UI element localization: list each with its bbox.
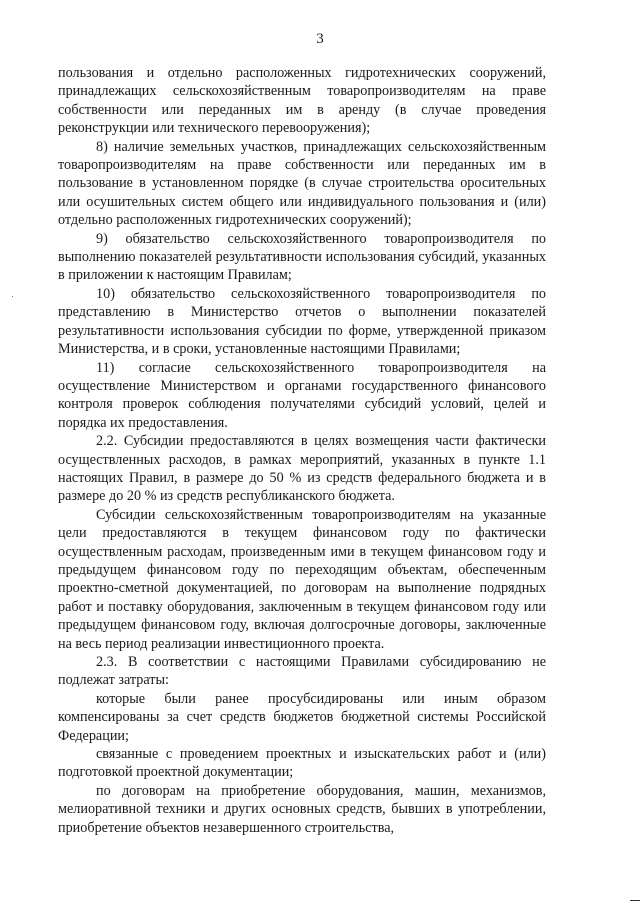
paragraph-item-9: 9) обязательство сельскохозяйственного товаропроизводителя по выполнению показателей результативности использования субсидий, указанных в приложении к настоящим Правилам;: [58, 230, 546, 284]
paragraph-item-10: 10) обязательство сельскохозяйственного товаропроизводителя по представлению в Министерство отчетов о выполнении показателей результативности использования субсидии по форме, утвержденной приказом Министерства, и в сроки, установленные настоящими Правилами;: [58, 285, 546, 358]
paragraph-subsidies-terms: Субсидии сельскохозяйственным товаропроизводителям на указанные цели предоставляются в текущем финансовом году по фактически осуществленным расходам, произведенным ими в текущем финансовом году и предыдущем финансовом году по переходящим объектам, обеспеченным проектно-сметной документацией, по договорам на выполнение подрядных работ и поставку оборудования, заключенным в текущем финансовом году или предыдущем финансовом году, включая долгосрочные договоры, заключенные на весь период реализации инвестиционного проекта.: [58, 506, 546, 652]
paragraph-excluded-used-equipment: по договорам на приобретение оборудования, машин, механизмов, мелиоративной техники и других основных средств, бывших в употреблении, приобретение объектов незавершенного строительства,: [58, 782, 546, 836]
scan-edge-mark: [630, 900, 640, 901]
paragraph-item-11: 11) согласие сельскохозяйственного товаропроизводителя на осуществление Министерством и органами государственного финансового контроля проверок соблюдения получателями субсидий условий, целей и порядка их предоставления.: [58, 359, 546, 431]
paragraph-item-8: 8) наличие земельных участков, принадлежащих сельскохозяйственным товаропроизводителям на праве собственности или переданных им в пользование в установленном порядке (в случае строительства оросительных или осушительных систем общего или индивидуального пользования и (или) отдельно расположенных гидротехнических сооружений);: [58, 138, 546, 229]
paragraph-excluded-design-works: связанные с проведением проектных и изыскательских работ и (или) подготовкой проектной документации;: [58, 746, 546, 781]
paragraph-2-3: 2.3. В соответствии с настоящими Правилами субсидированию не подлежат затраты:: [58, 654, 546, 689]
document-body: [58, 64, 546, 837]
paragraph-continuation: пользования и отдельно расположенных гидротехнических сооружений, принадлежащих сельскохозяйственным товаропроизводителям на праве собственности или переданных им в аренду (в случае проведения реконструкции или технического перевооружения);: [58, 65, 546, 137]
scan-mark: [12, 296, 13, 297]
page-number: 3: [316, 31, 324, 47]
paragraph-excluded-previously-subsidized: которые были ранее просубсидированы или иным образом компенсированы за счет средств бюджетов бюджетной системы Российской Федерации;: [58, 690, 546, 744]
paragraph-2-2: 2.2. Субсидии предоставляются в целях возмещения части фактически осуществленных расходов, в рамках мероприятий, указанных в пункте 1.1 настоящих Правил, в размере до 50 % из средств федерального бюджета и в размере до 20 % из средств республиканского бюджета.: [58, 433, 546, 505]
